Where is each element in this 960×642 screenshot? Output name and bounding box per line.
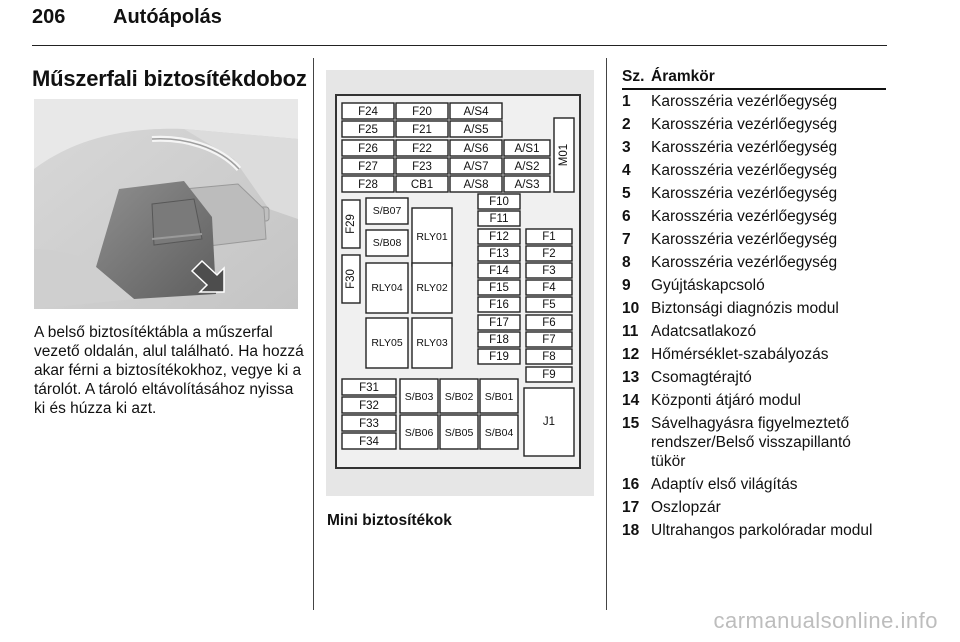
table-row: [622, 414, 886, 471]
row-circuit: Karosszéria vezérlőegység: [651, 116, 838, 133]
row-circuit: Csomagtérajtó: [651, 369, 752, 386]
row-number: 15: [622, 415, 640, 432]
row-circuit: Karosszéria vezérlőegység: [651, 208, 838, 225]
instruction-paragraph: A belső biztosítéktábla a műszerfal vezető oldalán, alul található. Ha hozzá akar férni a biztosítékokhoz, vegye ki a tárolót. A tároló eltávolításához nyissa ki és húzza ki azt.: [34, 324, 304, 417]
row-circuit: Karosszéria vezérlőegység: [651, 254, 838, 271]
label-F24: F24: [358, 106, 378, 119]
label-F19: F19: [489, 351, 509, 364]
row-circuit: Ultrahangos parkolóradar modul: [651, 522, 873, 539]
label-RLY04: RLY04: [371, 281, 403, 294]
table-row: [622, 207, 886, 226]
table-row: [622, 92, 886, 111]
label-F10: F10: [489, 196, 509, 209]
table-row: [622, 253, 886, 272]
row-circuit: Sávelhagyásra figyelmeztető rendszer/Belső visszapillantó tükör: [651, 415, 851, 470]
diagram-caption: Mini biztosítékok: [327, 512, 452, 529]
table-row: [622, 368, 886, 387]
row-circuit: Adaptív első világítás: [651, 476, 798, 493]
col-header-circuit: Áramkör: [651, 68, 715, 85]
row-number: 18: [622, 522, 640, 539]
row-circuit: Karosszéria vezérlőegység: [651, 162, 838, 179]
row-number: 17: [622, 499, 640, 516]
label-F8: F8: [542, 351, 556, 364]
table-row: [622, 184, 886, 203]
page-number: 206: [32, 6, 66, 28]
header-rule: [32, 45, 887, 46]
row-circuit: Oszlopzár: [651, 499, 721, 516]
label-RLY05: RLY05: [371, 336, 403, 349]
label-F33: F33: [359, 418, 379, 431]
label-F17: F17: [489, 317, 509, 330]
row-circuit: Karosszéria vezérlőegység: [651, 93, 838, 110]
label-F21: F21: [412, 124, 432, 137]
label-CB1: CB1: [410, 179, 434, 192]
label-F7: F7: [542, 334, 556, 347]
label-F31: F31: [359, 382, 379, 395]
label-F6: F6: [542, 317, 556, 330]
label-F32: F32: [359, 400, 379, 413]
label-F26: F26: [358, 143, 378, 156]
fuse-diagram: [326, 70, 594, 496]
table-row: [622, 138, 886, 157]
table-row: [622, 230, 886, 249]
watermark: carmanualsonline.info: [713, 608, 938, 633]
label-SB01: S/B01: [484, 390, 514, 403]
label-RLY03: RLY03: [416, 336, 448, 349]
row-number: 3: [622, 139, 631, 156]
label-SB03: S/B03: [404, 390, 434, 403]
row-number: 16: [622, 476, 640, 493]
row-number: 5: [622, 185, 631, 202]
label-RLY02: RLY02: [416, 281, 448, 294]
label-F2: F2: [542, 248, 556, 261]
label-F14: F14: [489, 265, 509, 278]
label-F15: F15: [489, 282, 509, 295]
label-F13: F13: [489, 248, 509, 261]
table-row: [622, 391, 886, 410]
circuit-table-body: [622, 92, 886, 544]
label-F18: F18: [489, 334, 509, 347]
label-AS7: A/S7: [463, 161, 489, 174]
label-F9: F9: [542, 369, 556, 382]
label-F29: F29: [345, 214, 358, 234]
row-number: 12: [622, 346, 640, 363]
fuse-diagram-panel: [326, 70, 594, 496]
table-header: [622, 68, 886, 89]
label-F27: F27: [358, 161, 378, 174]
column-divider-right: [606, 58, 607, 610]
table-row: [622, 115, 886, 134]
label-F30: F30: [345, 269, 358, 289]
column-divider-left: [313, 58, 314, 610]
label-F22: F22: [412, 143, 432, 156]
row-number: 6: [622, 208, 631, 225]
label-F34: F34: [359, 436, 379, 449]
label-F1: F1: [542, 231, 556, 244]
label-F20: F20: [412, 106, 432, 119]
row-number: 4: [622, 162, 631, 179]
label-AS5: A/S5: [463, 124, 489, 137]
label-AS6: A/S6: [463, 143, 489, 156]
row-circuit: Karosszéria vezérlőegység: [651, 139, 838, 156]
chapter-title: Autóápolás: [113, 6, 222, 28]
row-circuit: Biztonsági diagnózis modul: [651, 300, 839, 317]
row-number: 14: [622, 392, 640, 409]
table-row: [622, 299, 886, 318]
label-J1: J1: [542, 416, 556, 429]
row-number: 2: [622, 116, 631, 133]
row-number: 10: [622, 300, 640, 317]
label-RLY01: RLY01: [416, 230, 448, 243]
fusebox-location-illustration: [34, 99, 298, 309]
label-M01: M01: [558, 143, 571, 167]
table-row: [622, 322, 886, 341]
row-circuit: Gyújtáskapcsoló: [651, 277, 765, 294]
row-number: 9: [622, 277, 631, 294]
label-F28: F28: [358, 179, 378, 192]
label-AS2: A/S2: [514, 161, 540, 174]
label-F5: F5: [542, 299, 556, 312]
table-row: [622, 521, 886, 540]
label-AS1: A/S1: [514, 143, 540, 156]
label-SB08: S/B08: [372, 236, 402, 249]
table-row: [622, 498, 886, 517]
label-SB02: S/B02: [444, 390, 474, 403]
col-header-no: Sz.: [622, 68, 645, 85]
row-circuit: Adatcsatlakozó: [651, 323, 757, 340]
row-circuit: Karosszéria vezérlőegység: [651, 231, 838, 248]
row-circuit: Központi átjáró modul: [651, 392, 801, 409]
label-F12: F12: [489, 231, 509, 244]
label-SB06: S/B06: [404, 426, 434, 439]
label-SB05: S/B05: [444, 426, 474, 439]
table-header-rule: [622, 88, 886, 90]
row-number: 13: [622, 369, 640, 386]
label-F11: F11: [489, 213, 509, 226]
label-AS8: A/S8: [463, 179, 489, 192]
label-SB07: S/B07: [372, 204, 402, 217]
label-F3: F3: [542, 265, 556, 278]
section-title: Műszerfali biztosítékdoboz: [32, 66, 307, 91]
label-F25: F25: [358, 124, 378, 137]
table-row: [622, 475, 886, 494]
table-row: [622, 161, 886, 180]
label-F23: F23: [412, 161, 432, 174]
table-row: [622, 276, 886, 295]
row-number: 1: [622, 93, 631, 110]
table-row: [622, 345, 886, 364]
label-F16: F16: [489, 299, 509, 312]
label-AS4: A/S4: [463, 106, 489, 119]
row-number: 11: [622, 323, 639, 340]
row-circuit: Karosszéria vezérlőegység: [651, 185, 838, 202]
label-AS3: A/S3: [514, 179, 540, 192]
label-F4: F4: [542, 282, 556, 295]
label-SB04: S/B04: [484, 426, 514, 439]
row-number: 8: [622, 254, 631, 271]
row-number: 7: [622, 231, 631, 248]
row-circuit: Hőmérséklet-szabályozás: [651, 346, 829, 363]
